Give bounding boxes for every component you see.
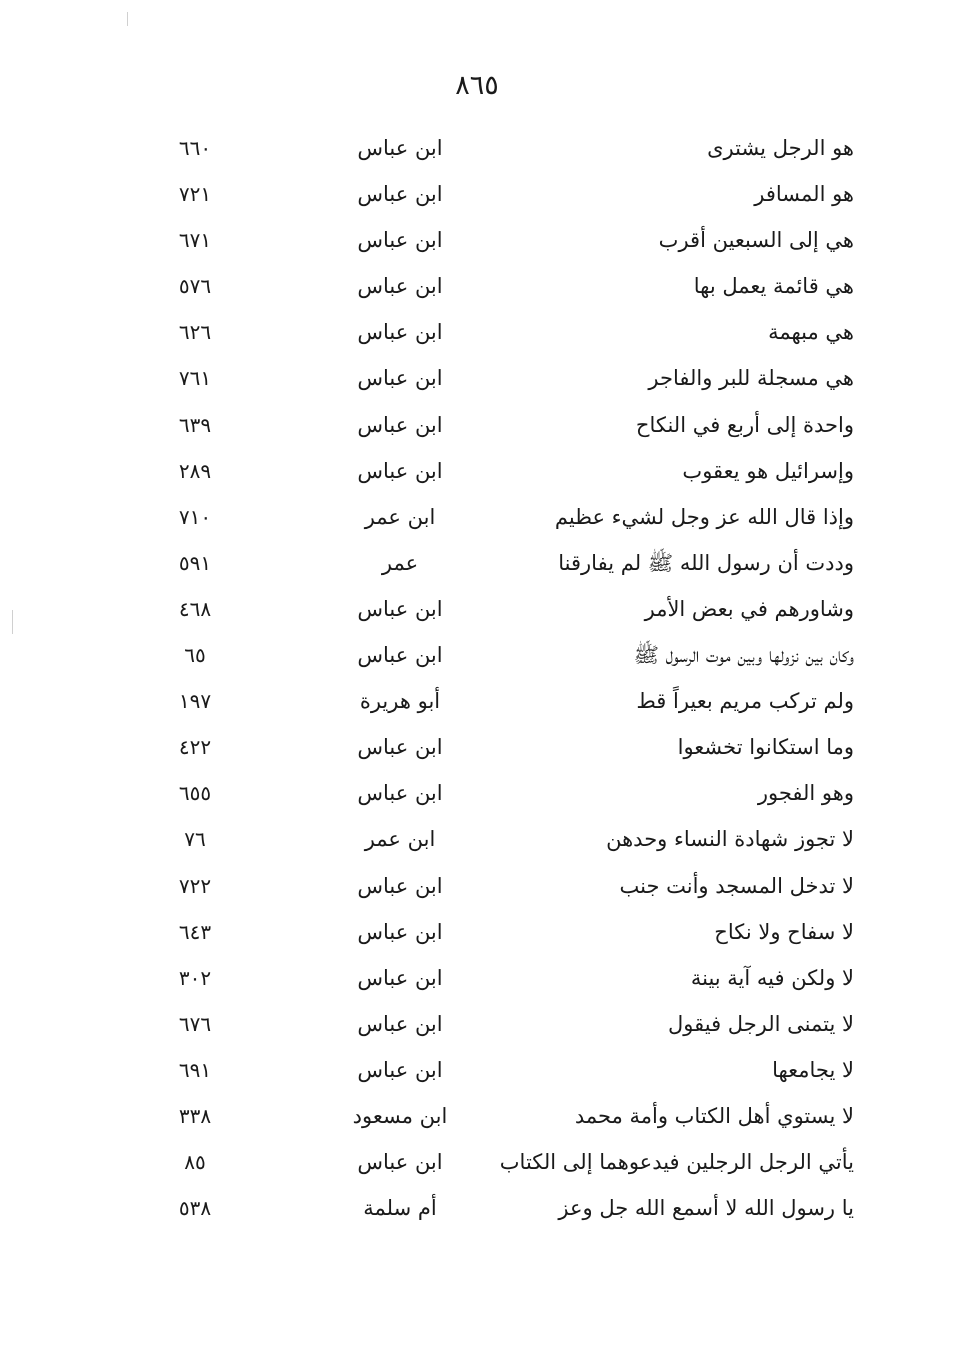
narrator-name: ابن عباس [357,1057,443,1082]
narrator-name: ابن مسعود [352,1103,448,1128]
page-reference: ٧٦١ [178,366,212,391]
page-reference: ٢٨٩ [178,458,212,483]
hadith-phrase: لا سفاح ولا نكاح [714,919,854,944]
narrator-name: ابن عباس [357,458,443,483]
hadith-phrase: وددت أن رسول الله ﷺ لم يفارقنا [558,550,854,575]
hadith-phrase: وإذا قال الله عز وجل لشيء عظيم [554,504,854,529]
hadith-phrase: وهو الفجور [757,781,854,806]
table-row [150,864,870,910]
page-reference: ٧١٠ [178,504,212,529]
narrator-name: ابن عباس [357,735,443,760]
table-row [150,218,870,264]
page-reference: ١٩٧ [178,689,212,714]
index-table [150,126,870,1232]
page-reference: ٦٧١ [178,228,212,253]
hadith-phrase: لا تدخل المسجد وأنت جنب [619,873,854,898]
table-row [150,633,870,679]
table-row [150,771,870,817]
page-reference: ٦٣٩ [178,412,212,437]
table-row [150,1048,870,1094]
hadith-phrase: هي إلى السبعين أقرب [658,228,854,253]
hadith-phrase: وكان بين نزولها وبين موت الرسول ﷺ [633,643,854,668]
hadith-phrase: وإسرائيل هو يعقوب [682,458,854,483]
narrator-name: عمر [381,550,419,575]
hadith-phrase: هو المسافر [754,182,854,207]
table-row [150,310,870,356]
page-reference: ٦٢٦ [178,320,212,345]
narrator-name: ابن عباس [357,228,443,253]
table-row [150,817,870,863]
hadith-phrase: لا تجوز شهادة النساء وحدهن [606,827,854,852]
page-reference: ٤٢٢ [178,735,212,760]
hadith-phrase: هو الرجل يشترى [707,136,854,160]
table-row [150,1002,870,1048]
table-row [150,126,870,172]
hadith-phrase: هي مبهمة [768,320,854,345]
page-reference: ٥٩١ [178,550,212,575]
narrator-name: ابن عباس [357,596,443,621]
page-reference: ٤٦٨ [178,596,212,621]
table-row [150,1140,870,1186]
table-row [150,541,870,587]
page-number: ٨٦٥ [455,70,499,101]
page-reference: ٨٥ [184,1150,206,1175]
table-row [150,725,870,771]
page-reference: ٣٣٨ [178,1103,212,1128]
narrator-name: أبو هريرة [359,689,441,714]
narrator-name: ابن عباس [357,919,443,944]
narrator-name: ابن عباس [357,412,443,437]
hadith-phrase: لا ولكن فيه آية بينة [690,965,854,990]
narrator-name: أم سلمة [363,1196,437,1221]
hadith-phrase: لا يتمنى الرجل فيقول [668,1011,854,1036]
table-row [150,449,870,495]
narrator-name: ابن عباس [357,136,443,160]
scan-edge-mark [12,610,13,634]
narrator-name: ابن عباس [357,274,443,299]
table-row [150,1094,870,1140]
page-reference: ٧٢١ [178,182,212,207]
page-reference: ٣٠٢ [178,965,212,990]
scan-mark [127,12,128,26]
hadith-phrase: ولم تركب مريم بعيراً قط [636,689,854,714]
page-reference: ٦٦٠ [178,136,212,160]
hadith-phrase: هي قائمة يعمل بها [693,274,854,299]
narrator-name: ابن عباس [357,320,443,345]
narrator-name: ابن عباس [357,366,443,391]
table-row [150,356,870,402]
narrator-name: ابن عمر [364,827,436,852]
narrator-name: ابن عباس [357,873,443,898]
page-reference: ٥٣٨ [178,1196,212,1221]
table-row [150,1186,870,1232]
narrator-name: ابن عباس [357,1150,443,1175]
page-reference: ٧٦ [184,827,206,852]
hadith-phrase: وشاورهم في بعض الأمر [644,596,854,621]
page-reference: ٦٩١ [178,1057,212,1082]
hadith-phrase: هي مسجلة للبر والفاجر [648,366,854,391]
narrator-name: ابن عباس [357,182,443,207]
table-row [150,587,870,633]
page-reference: ٦٥ [184,643,206,668]
hadith-phrase: لا يجامعها [772,1057,854,1082]
hadith-phrase: واحدة إلى أربع في النكاح [635,412,854,437]
narrator-name: ابن عباس [357,781,443,806]
table-row [150,679,870,725]
page-reference: ٦٤٣ [178,919,212,944]
table-row [150,495,870,541]
table-row [150,264,870,310]
page-reference: ٥٧٦ [178,274,212,299]
page-reference: ٧٢٢ [178,873,212,898]
hadith-phrase: لا يستوي أهل الكتاب وأمة محمد [574,1103,854,1128]
narrator-name: ابن عباس [357,643,443,668]
hadith-phrase: وما استكانوا تخشعوا [677,735,854,760]
table-row [150,403,870,449]
hadith-phrase: يا رسول الله لا أسمع الله جل وعز [558,1196,854,1221]
page-reference: ٦٧٦ [178,1011,212,1036]
table-row [150,172,870,218]
table-row [150,956,870,1002]
table-row [150,910,870,956]
narrator-name: ابن عباس [357,965,443,990]
narrator-name: ابن عباس [357,1011,443,1036]
page-reference: ٦٥٥ [178,781,212,806]
hadith-phrase: يأتي الرجل الرجلين فيدعوهما إلى الكتاب [499,1150,854,1175]
narrator-name: ابن عمر [364,504,436,529]
